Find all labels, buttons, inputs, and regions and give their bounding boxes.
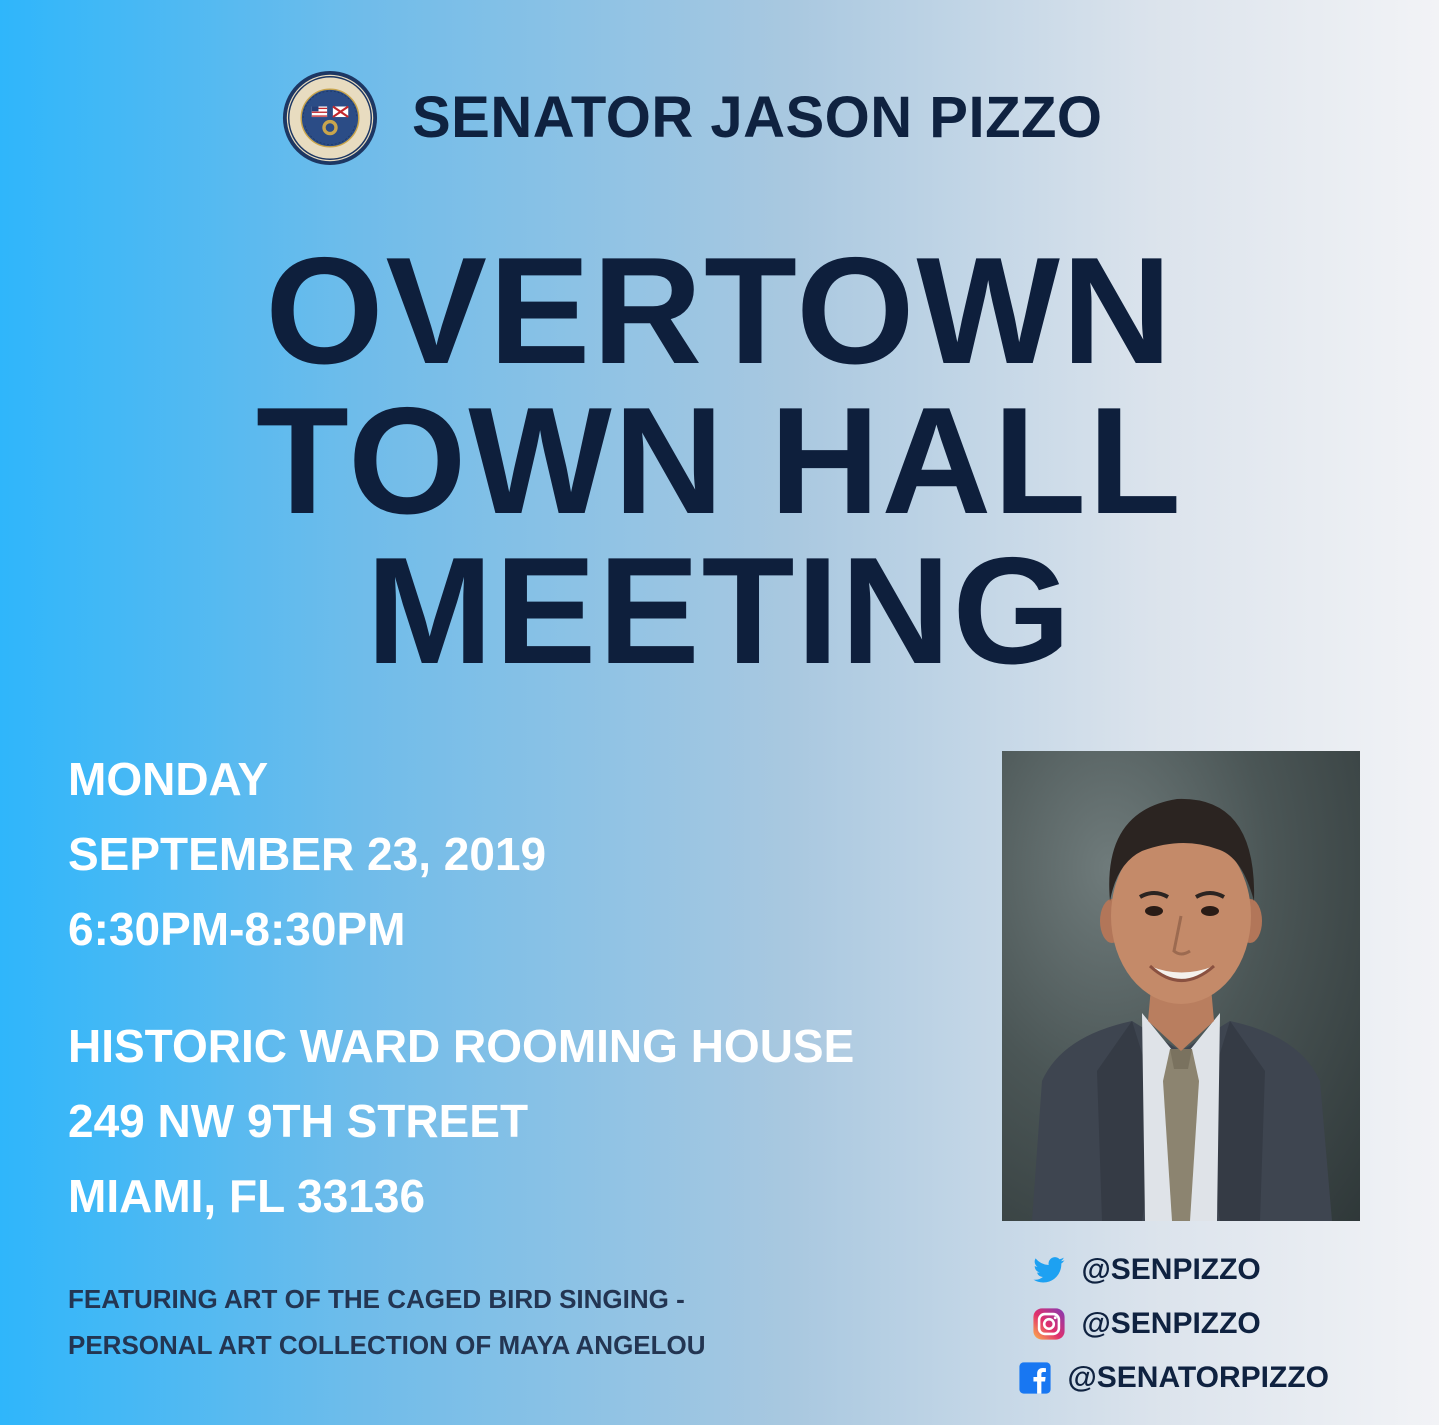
title-line-2: TOWN HALL <box>255 376 1184 546</box>
event-title <box>0 226 1439 696</box>
instagram-handle: @SENPIZZO <box>1081 1307 1261 1340</box>
event-time: 6:30PM-8:30PM <box>68 903 406 955</box>
event-date: SEPTEMBER 23, 2019 <box>68 828 547 880</box>
social-instagram[interactable] <box>1032 1302 1261 1346</box>
facebook-handle: @SENATORPIZZO <box>1067 1361 1329 1394</box>
title-line-1: OVERTOWN <box>265 226 1174 396</box>
title-line-3: MEETING <box>366 526 1073 696</box>
social-facebook[interactable] <box>1018 1356 1330 1400</box>
featuring-note <box>68 1276 706 1368</box>
facebook-icon <box>1018 1361 1052 1395</box>
florida-senate-seal-icon <box>282 70 378 166</box>
twitter-handle: @SENPIZZO <box>1081 1253 1261 1286</box>
spacer <box>68 967 854 1009</box>
senator-portrait-photo <box>1002 751 1360 1221</box>
event-street: 249 NW 9TH STREET <box>68 1095 529 1147</box>
event-venue: HISTORIC WARD ROOMING HOUSE <box>68 1020 855 1072</box>
social-links <box>1018 1248 1330 1400</box>
event-details <box>68 742 854 1234</box>
featuring-line-2: PERSONAL ART COLLECTION OF MAYA ANGELOU <box>68 1330 706 1360</box>
twitter-icon <box>1032 1253 1066 1287</box>
header <box>282 70 1103 165</box>
social-twitter[interactable] <box>1032 1248 1261 1292</box>
portrait-illustration <box>1002 751 1360 1221</box>
event-day: MONDAY <box>68 753 269 805</box>
featuring-line-1: FEATURING ART OF THE CAGED BIRD SINGING - <box>68 1284 685 1314</box>
instagram-icon <box>1032 1307 1066 1341</box>
senator-name: SENATOR JASON PIZZO <box>412 85 1103 150</box>
event-city: MIAMI, FL 33136 <box>68 1170 426 1222</box>
